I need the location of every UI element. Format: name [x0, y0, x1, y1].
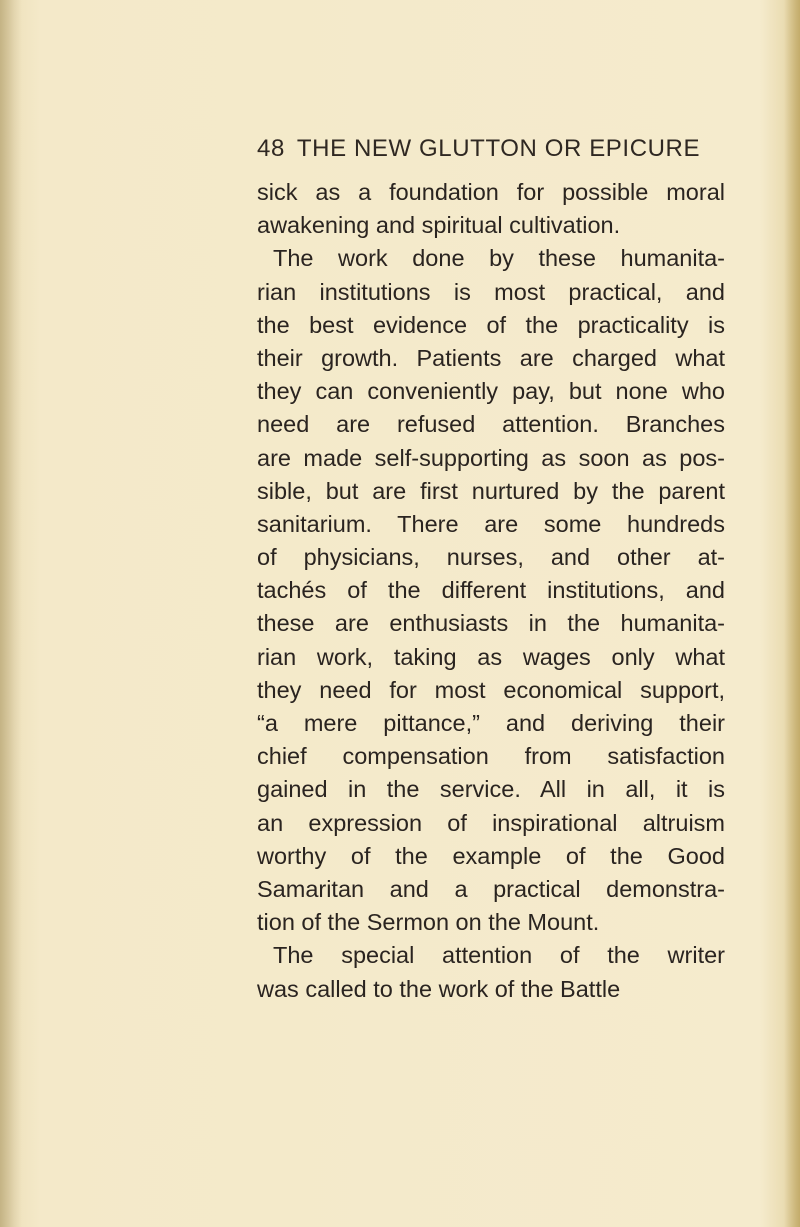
- text-line: tion of the Sermon on the Mount.: [257, 909, 600, 936]
- text-line: rian work, taking as wages only what: [257, 643, 725, 670]
- text-line: worthy of the example of the Good: [257, 842, 725, 869]
- running-header: [257, 135, 757, 163]
- text-line: “a mere pittance,” and deriving their: [257, 710, 725, 736]
- text-line: was called to the work of the Battle: [257, 975, 621, 1002]
- text-line: sick as a foundation for possible moral: [257, 179, 725, 205]
- text-line: of physicians, nurses, and other at-: [257, 544, 725, 571]
- text-line: the best evidence of the practicality is: [257, 311, 725, 338]
- running-title: THE NEW GLUTTON OR EPICURE: [296, 135, 701, 162]
- text-line: their growth. Patients are charged what: [257, 344, 725, 371]
- text-line: Samaritan and a practical demonstra-: [257, 875, 725, 902]
- text-line: chief compensation from satisfaction: [257, 743, 725, 770]
- text-line: these are enthusiasts in the humanita-: [257, 610, 725, 637]
- page-edge-discoloration: [784, 0, 800, 1227]
- text-line: they need for most economical support,: [257, 676, 725, 703]
- text-line: The special attention of the writer: [273, 942, 725, 969]
- text-line: an expression of inspirational altruism: [257, 809, 725, 836]
- text-line: rian institutions is most practical, and: [257, 278, 725, 305]
- body-text: [257, 176, 725, 1006]
- text-line: gained in the service. All in all, it is: [257, 776, 725, 803]
- text-line: are made self-supporting as soon as pos-: [257, 444, 725, 471]
- text-line: they can conveniently pay, but none who: [257, 378, 725, 405]
- text-line: awakening and spiritual cultivation.: [257, 212, 621, 239]
- page-number: 48: [257, 135, 285, 162]
- text-line: tachés of the different institutions, and: [257, 577, 725, 604]
- text-line: need are refused attention. Branches: [257, 411, 725, 438]
- text-line: sible, but are first nurtured by the parent: [257, 477, 725, 504]
- binding-gutter-shadow: [0, 0, 22, 1227]
- text-line: The work done by these humanita-: [273, 245, 725, 272]
- text-line: sanitarium. There are some hundreds: [257, 510, 725, 537]
